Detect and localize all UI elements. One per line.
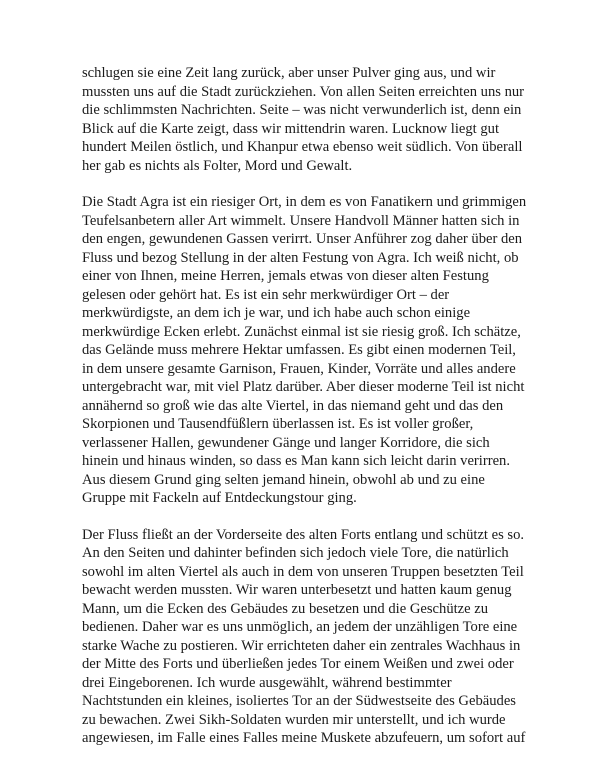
text-line: drei Eingeborenen. Ich wurde ausgewählt, während bestimmter — [82, 674, 452, 691]
text-line: den engen, gewundenen Gassen verirrt. Unser Anführer zog daher über den — [82, 231, 523, 247]
text-line: Skorpionen und Tausendfüßlern überlassen ist. Es ist voller großer, — [82, 416, 474, 432]
text-line: bewacht werden mussten. Wir waren unterbesetzt und hatten kaum genug — [82, 582, 512, 598]
text-line: Aus diesem Grund ging selten jemand hinein, obwohl ab und zu eine — [82, 471, 485, 488]
text-line: der Mitte des Forts und überließen jedes Tor einem Weißen und zwei oder — [82, 656, 514, 672]
text-line: Nachtstunden ein kleines, isoliertes Tor an der Südwestseite des Gebäudes — [82, 693, 516, 709]
text-line: hundert Meilen östlich, und Khanpur etwa ebenso weit südlich. Von überall — [82, 139, 523, 155]
text-line: untergebracht war, mit viel Platz darüber. Aber dieser moderne Teil ist nicht — [82, 379, 525, 395]
document-page — [82, 64, 527, 766]
text-line: An den Seiten und dahinter befinden sich jedoch viele Tore, die natürlich — [82, 545, 509, 561]
paragraph-3 — [82, 526, 526, 748]
text-line: verlassener Hallen, gewundener Gänge und langer Korridore, die sich — [82, 434, 490, 451]
text-line: Mann, um die Ecken des Gebäudes zu besetzen und die Geschütze zu — [82, 600, 489, 617]
text-line: das Gelände muss mehrere Hektar umfassen. Es gibt einen modernen Teil, — [82, 342, 516, 358]
text-line: bedienen. Daher war es uns unmöglich, an jedem der unzähligen Tore eine — [82, 619, 518, 635]
text-line: zu bewachen. Zwei Sikh-Soldaten wurden mir unterstellt, und ich wurde — [82, 711, 506, 728]
text-line: einer von Ihnen, meine Herren, jemals etwas von dieser alten Festung — [82, 268, 489, 284]
text-line: mussten uns auf die Stadt zurückziehen. Von allen Seiten erreichten uns nur — [82, 83, 525, 100]
text-line: hinein und hinaus winden, so dass es Man kann sich leicht darin verirren. — [82, 453, 510, 469]
text-line: her gab es nichts als Folter, Mord und Gewalt. — [82, 157, 353, 174]
text-line: die schlimmsten Nachrichten. Seite – was nicht verwunderlich ist, denn ein — [82, 102, 522, 118]
text-line: gelesen oder gehört hat. Es ist ein sehr merkwürdiger Ort – der — [82, 286, 450, 303]
text-line: starke Wache zu postieren. Wir errichteten daher ein zentrales Wachhaus in — [82, 637, 521, 654]
text-line: angewiesen, im Falle eines Falles meine Muskete abzufeuern, um sofort auf — [82, 730, 526, 746]
text-line: Blick auf die Karte zeigt, dass wir mittendrin waren. Lucknow liegt gut — [82, 120, 500, 137]
text-line: sowohl im alten Viertel als auch in dem von unseren Truppen besetzten Teil — [82, 563, 524, 580]
paragraph-2 — [82, 193, 527, 508]
text-line: Der Fluss fließt an der Vorderseite des alten Forts entlang und schützt es so. — [82, 526, 525, 543]
text-line: Fluss und bezog Stellung in der alten Festung von Agra. Ich weiß nicht, ob — [82, 249, 519, 266]
text-line: Gruppe mit Fackeln auf Entdeckungstour ging. — [82, 490, 357, 506]
text-line: merkwürdigste, an dem ich je war, und ich habe auch schon einige — [82, 305, 471, 321]
text-line: schlugen sie eine Zeit lang zurück, aber unser Pulver ging aus, und wir — [82, 65, 496, 81]
text-line: in dem unsere gesamte Garnison, Frauen, Kinder, Vorräte und alles andere — [82, 360, 516, 377]
text-line: merkwürdige Ecken erlebt. Zunächst einmal ist sie riesig groß. Ich schätze, — [82, 323, 521, 340]
text-line: Teufelsanbetern aller Art wimmelt. Unsere Handvoll Männer hatten sich in — [82, 212, 520, 229]
text-line: Die Stadt Agra ist ein riesiger Ort, in dem es von Fanatikern und grimmigen — [82, 194, 527, 210]
paragraph-1 — [82, 64, 525, 175]
text-line: annähernd so groß wie das alte Viertel, in das niemand geht und das den — [82, 397, 504, 414]
